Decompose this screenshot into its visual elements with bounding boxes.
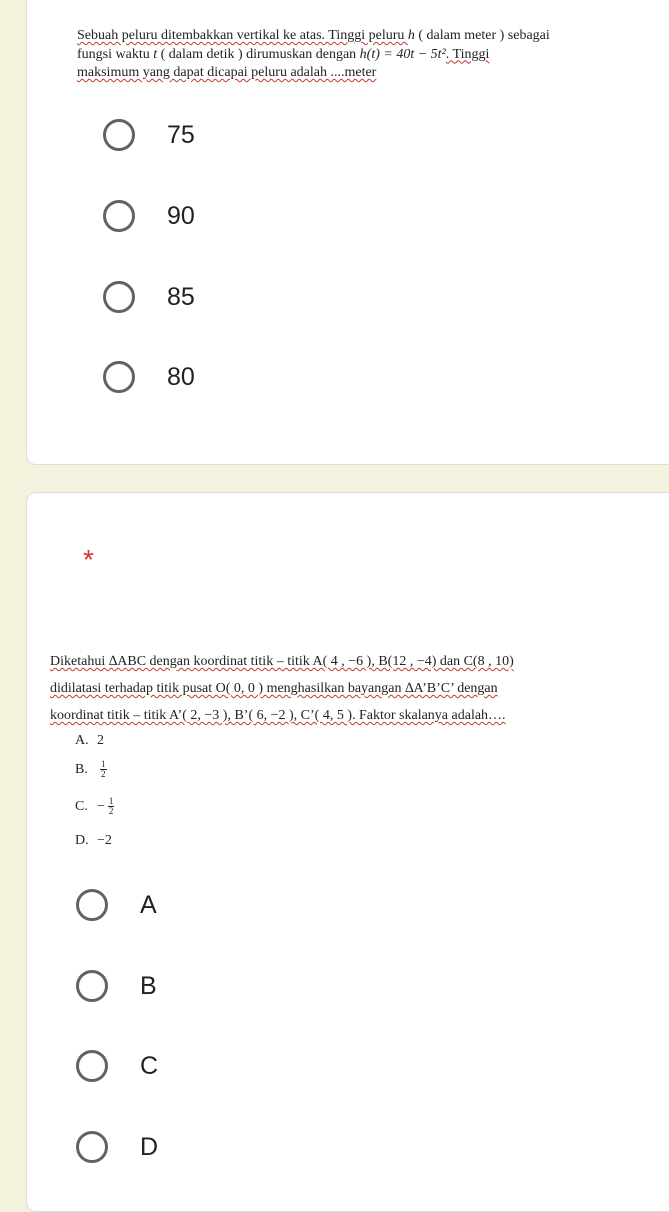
option-90[interactable] <box>103 196 403 236</box>
radio-button[interactable] <box>103 361 135 393</box>
question-2-text <box>50 648 610 729</box>
question-2-line-1: Diketahui ∆ABC dengan koordinat titik – titik A( 4 , −6 ), B(12 , −4) dan C(8 , 10) <box>50 654 514 669</box>
question-2-line-2: didilatasi terhadap titik pusat O( 0, 0 ) menghasilkan bayangan ∆A’B’C’ dengan <box>50 681 498 696</box>
option-label: 75 <box>167 120 195 149</box>
radio-button[interactable] <box>76 1050 108 1082</box>
option-a[interactable] <box>76 885 376 925</box>
radio-button[interactable] <box>76 970 108 1002</box>
question-1-text <box>77 27 637 83</box>
required-asterisk: * <box>83 544 94 575</box>
radio-button[interactable] <box>103 200 135 232</box>
radio-button[interactable] <box>76 1131 108 1163</box>
choice-b: B. $\frac{1}{2}$ <box>75 759 106 779</box>
option-b[interactable] <box>76 966 376 1006</box>
option-label: B <box>140 971 157 1000</box>
option-c[interactable] <box>76 1046 376 1086</box>
option-80[interactable] <box>103 357 403 397</box>
option-label: C <box>140 1051 159 1080</box>
fraction: $\frac{1}{2}$ <box>108 796 114 816</box>
choice-d: D. −2 <box>75 833 112 848</box>
radio-button[interactable] <box>103 281 135 313</box>
question-1-line-2: fungsi waktu t ( dalam detik ) dirumuskan dengan h(t) = 40t − 5t². Tinggi <box>77 46 490 62</box>
option-label: 90 <box>167 201 195 230</box>
option-label: A <box>140 890 157 919</box>
question-card-2 <box>26 492 669 1212</box>
option-85[interactable] <box>103 277 403 317</box>
radio-button[interactable] <box>76 889 108 921</box>
choice-a: A. 2 <box>75 733 104 748</box>
question-1-line-1: Sebuah peluru ditembakkan vertikal ke atas. Tinggi peluru h ( dalam meter ) sebagai <box>77 28 550 43</box>
formula: h(t) = 40t − 5t² <box>359 46 446 62</box>
option-label: D <box>140 1132 159 1161</box>
option-label: 80 <box>167 362 195 391</box>
fraction: $\frac{1}{2}$ <box>101 759 106 779</box>
question-2-line-3: koordinat titik – titik A’( 2, −3 ), B’( 6, −2 ), C’( 4, 5 ). Faktor skalanya adalah…. <box>50 708 506 723</box>
choice-c: C. − $\frac{1}{2}$ <box>75 796 114 816</box>
radio-button[interactable] <box>103 119 135 151</box>
question-card-1 <box>26 0 669 465</box>
option-d[interactable] <box>76 1127 376 1167</box>
question-1-line-3: maksimum yang dapat dicapai peluru adalah ....meter <box>77 65 377 80</box>
option-label: 85 <box>167 282 195 311</box>
option-75[interactable] <box>103 115 403 155</box>
